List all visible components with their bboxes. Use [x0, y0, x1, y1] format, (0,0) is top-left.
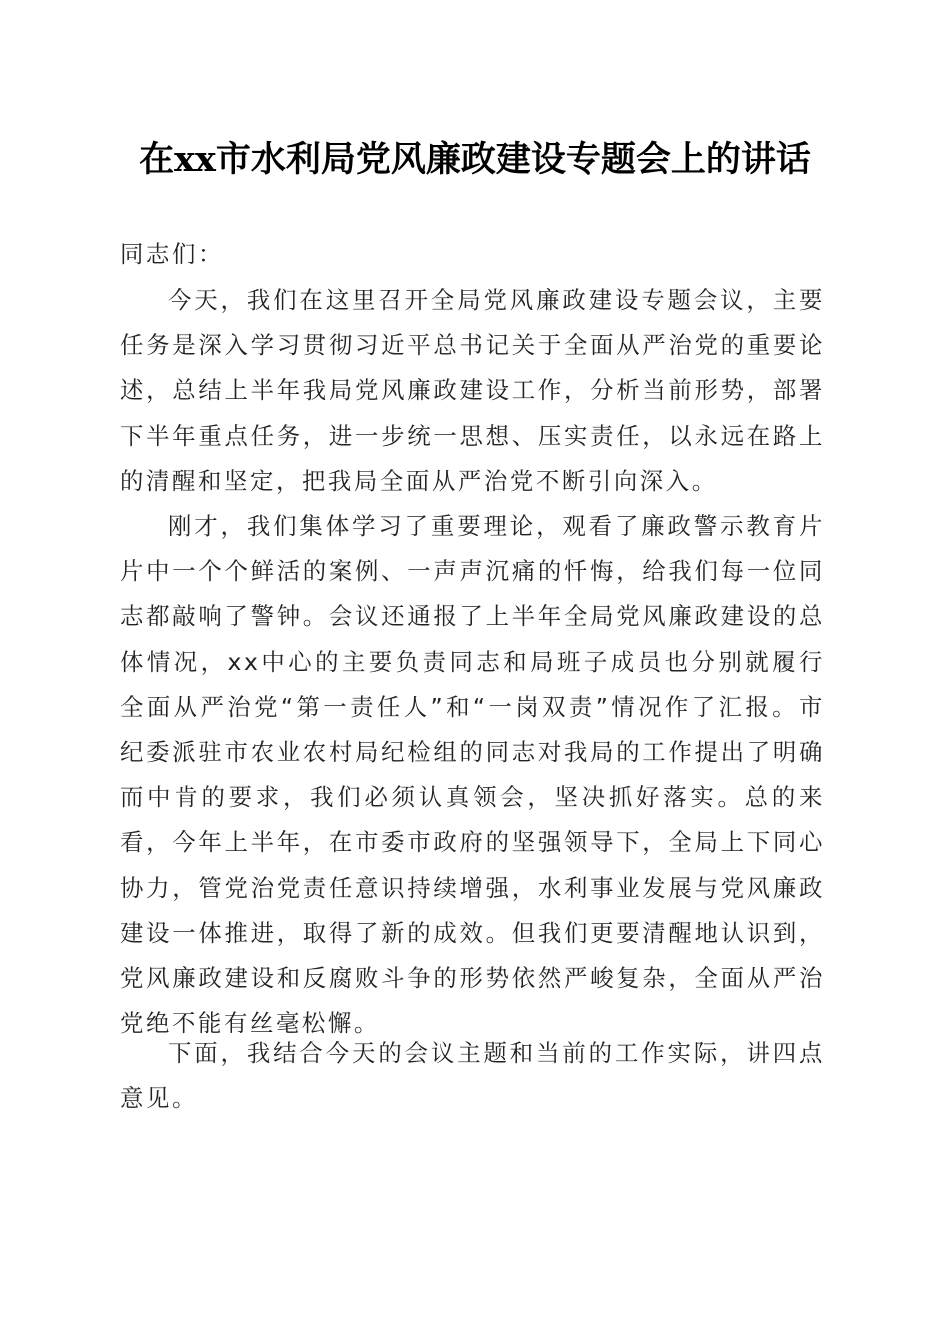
paragraph-transition: 下面，我结合今天的会议主题和当前的工作实际，讲四点意见。: [120, 1039, 825, 1113]
document-title: 在xx市水利局党风廉政建设专题会上的讲话: [139, 139, 811, 180]
paragraph-opening: 今天，我们在这里召开全局党风廉政建设专题会议，主要任务是深入学习贯彻习近平总书记关于全面从严治党的重要论述，总结上半年我局党风廉政建设工作，分析当前形势，部署下半年重点任务，进一步统一思想、压实责任，以永远在路上的清醒和坚定，把我局全面从严治党不断引向深入。: [120, 286, 825, 495]
paragraph-review: 刚才，我们集体学习了重要理论，观看了廉政警示教育片片中一个个鲜活的案例、一声声沉痛的忏悔，给我们每一位同志都敲响了警钟。会议还通报了上半年全局党风廉政建设的总体情况，xx中心的主要负责同志和局班子成员也分别就履行全面从严治党“第一责任人”和“一岗双责”情况作了汇报。市纪委派驻市农业农村局纪检组的同志对我局的工作提出了明确而中肯的要求，我们必须认真领会，坚决抓好落实。总的来看，今年上半年，在市委市政府的坚强领导下，全局上下同心协力，管党治党责任意识持续增强，水利事业发展与党风廉政建设一体推进，取得了新的成效。但我们更要清醒地认识到，党风廉政建设和反腐败斗争的形势依然严峻复杂，全面从严治党绝不能有丝毫松懈。: [120, 512, 825, 1038]
salutation: 同志们：: [120, 240, 224, 268]
